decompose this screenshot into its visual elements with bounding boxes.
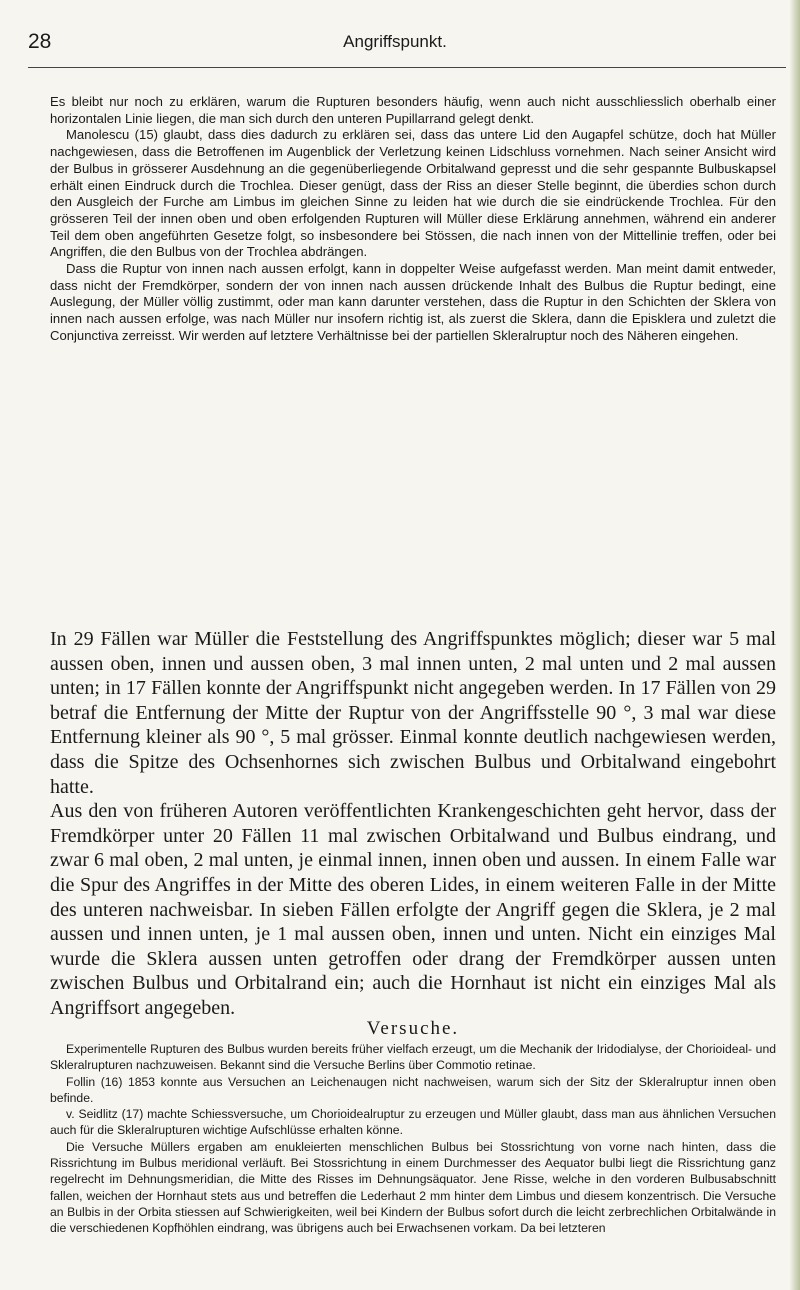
- paragraph: Es bleibt nur noch zu erklären, warum die Rupturen besonders häufig, wenn auch nicht ausschliesslich oberhalb einer horizontalen Linie liegen, die man sich durch den unteren Pupillarrand gelegt denkt.: [50, 94, 776, 126]
- small-print-section: [50, 94, 776, 345]
- paragraph: Dass die Ruptur von innen nach aussen erfolgt, kann in doppelter Weise aufgefasst werden. Man meint damit entweder, dass nicht der Fremdkörper, sondern der von innen nach aussen drückende Inhalt des Bulbus die Ruptur bedingt, eine Auslegung, der Müller völlig zustimmt, oder man kann darunter verstehen, dass die Ruptur in den Schichten der Sklera von innen nach aussen erfolge, was nach Müller nur insofern richtig ist, als zuerst die Sklera, dann die Episklera und zuletzt die Conjunctiva zerreisst. Wir werden auf letztere Verhältnisse bei der partiellen Skleralruptur noch des Näheren eingehen.: [50, 261, 776, 343]
- paragraph: Manolescu (15) glaubt, dass dies dadurch zu erklären sei, dass das untere Lid den Augapfel schütze, doch hat Müller nachgewiesen, dass die Betroffenen im Augenblick der Verletzung keinen Lidschluss vornehmen. Nach seiner Ansicht wird der Bulbus in grösserer Ausdehnung an die gegenüberliegende Orbitalwand gepresst und die sehr gespannte Bulbuskapsel erhält einen Eindruck durch die Trochlea. Dieser genügt, dass der Riss an dieser Stelle beginnt, die überdies schon durch den Ausgleich der Furche am Limbus im gleichen Sinne zu leiden hat wie durch die sie eindrückende Trochlea. Für den grösseren Teil der innen oben und oben erfolgenden Rupturen will Müller diese Erklärung annehmen, während ein anderer Teil dem oben angeführten Gesetze folgt, so insbesondere bei Stössen, die nach innen von der Mittellinie treffen, oder bei Angriffen, die den Bulbus von der Trochlea abdrängen.: [50, 127, 776, 260]
- page-header: [0, 22, 790, 62]
- running-head: Angriffspunkt.: [343, 32, 447, 51]
- section-heading-wrapper: [50, 1014, 776, 1042]
- paragraph: In 29 Fällen war Müller die Feststellung des Angriffspunktes möglich; dieser war 5 mal aussen oben, innen und aussen oben, 3 mal innen unten, 2 mal unten und 2 mal aussen unten; in 17 Fällen konnte der Angriffspunkt nicht angegeben werden. In 17 Fällen von 29 betraf die Entfernung der Mitte der Ruptur von der Angriffsstelle 90 °, 3 mal war diese Entfernung kleiner als 90 °, 5 mal grösser. Einmal konnte deutlich nachgewiesen werden, dass die Spitze des Ochsenhornes sich zwischen Bulbus und Orbitalwand eingebohrt hatte.: [50, 628, 776, 798]
- header-rule: [28, 67, 786, 68]
- page-spine-edge: [790, 0, 800, 1290]
- paragraph: Experimentelle Rupturen des Bulbus wurden bereits früher vielfach erzeugt, um die Mechanik der Iridodialyse, der Chorioideal- und Skleralrupturen nachzuweisen. Bekannt sind die Versuche Berlins über Commotio retinae.: [50, 1042, 776, 1073]
- section-heading: Versuche.: [366, 1018, 460, 1039]
- paragraph: v. Seidlitz (17) machte Schiessversuche, um Chorioidealruptur zu erzeugen und Müller glaubt, dass man aus ähnlichen Versuchen auch für die Skleralrupturen wichtige Aufschlüsse erhalten könne.: [50, 1107, 776, 1138]
- paragraph: Die Versuche Müllers ergaben am enukleierten menschlichen Bulbus bei Stossrichtung von vorne nach hinten, dass die Rissrichtung im Bulbus meridional verläuft. Bei Stossrichtung in einem Durchmesser des Aequator bulbi liegt die Rissrichtung ganz regelrecht im Dehnungsmeridian, die Mitte des Risses im Dehnungsäquator. Jene Risse, welche in den vorderen Bulbusabschnitt fallen, weichen der Hornhaut stets aus und betreffen die Lederhaut 2 mm hinter dem Limbus und diesem konzentrisch. Die Versuche an Bulbis in der Orbita stiessen auf Schwierigkeiten, weil bei Kindern der Bulbus sofort durch die leicht zerbrechlichen Orbitalwände in die verschiedenen Kopfhöhlen eindrang, was übrigens auch bei Erwachsenen vorkam. Da bei letzteren: [50, 1139, 776, 1236]
- page-number: 28: [28, 30, 52, 53]
- fine-print-section: [50, 1041, 776, 1237]
- paragraph: Follin (16) 1853 konnte aus Versuchen an Leichenaugen nicht nachweisen, warum sich der Sitz der Skleralruptur innen oben befinde.: [50, 1074, 776, 1105]
- large-print-section: [50, 627, 776, 1021]
- paragraph: Aus den von früheren Autoren veröffentlichten Krankengeschichten geht hervor, dass der Fremdkörper unter 20 Fällen 11 mal zwischen Orbitalwand und Bulbus eindrang, und zwar 6 mal oben, 2 mal unten, je einmal innen, innen oben und aussen. In einem Falle war die Spur des Angriffes in der Mitte des oberen Lides, in einem weiteren Falle in der Mitte des unteren nachweisbar. In sieben Fällen erfolgte der Angriff gegen die Sklera, je 2 mal aussen und innen unten, je 1 mal aussen oben, innen und unten. Nicht ein einziges Mal wurde die Sklera aussen unten getroffen oder drang der Fremdkörper aussen unten zwischen Bulbus und Orbitalrand ein; auch die Hornhaut ist nicht ein einziges Mal als Angriffsort angegeben.: [50, 800, 776, 1019]
